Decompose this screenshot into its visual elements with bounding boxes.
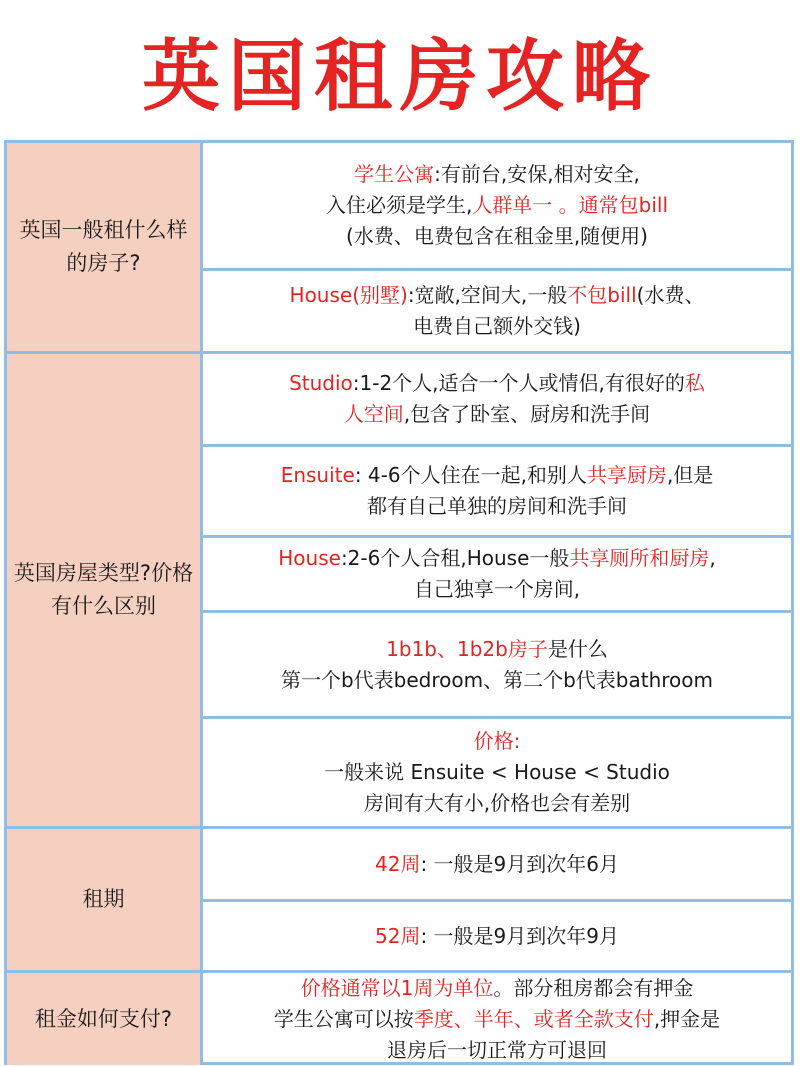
highlight: 人空间	[343, 402, 404, 426]
cell-42-weeks	[203, 829, 791, 899]
text: 学生公寓可以按	[273, 1006, 414, 1031]
cell-price	[203, 719, 791, 826]
text: (水费、	[636, 283, 705, 307]
text: 是什么	[547, 636, 608, 661]
label-text: 英国一般租什么样的房子?	[19, 218, 188, 275]
term-42-weeks: 42周	[375, 851, 421, 876]
highlight: 季度、半年、或者全款支付	[413, 1006, 654, 1031]
text: 。部分租房都会有押金	[493, 975, 694, 1000]
cell-studio	[203, 354, 791, 444]
page-title: 英国租房攻略	[141, 32, 658, 122]
cell-52-weeks	[203, 902, 791, 970]
text: :宽敞,空间大,一般	[407, 283, 568, 307]
term-price: 价格:	[473, 729, 521, 753]
row-label-types	[7, 143, 203, 351]
term-ensuite: Ensuite	[280, 463, 355, 487]
highlight: 共享厕所和厨房	[569, 546, 710, 570]
highlight: 共享厨房	[586, 463, 667, 487]
text: 第一个b代表bedroom、第二个b代表bathroom	[280, 667, 714, 692]
text: ,但是	[666, 463, 714, 487]
text: 房间有大有小,价格也会有差别	[363, 791, 631, 815]
cell-house-villa	[203, 271, 791, 351]
row-label-payment	[7, 973, 203, 1065]
text: ,押金是	[653, 1006, 721, 1031]
row-label-term	[7, 829, 203, 970]
text: : 一般是9月到次年6月	[420, 851, 619, 876]
text: 都有自己单独的房间和洗手间	[367, 494, 627, 518]
label-text: 租金如何支付?	[34, 1006, 173, 1031]
text: (水费、电费包含在租金里,随便用)	[346, 224, 648, 248]
highlight: 人群单一 。通常包bill	[472, 193, 669, 217]
term-52-weeks: 52周	[375, 923, 421, 948]
info-table	[4, 140, 794, 1065]
text: 电费自己额外交钱)	[413, 314, 581, 338]
label-text: 租期	[82, 887, 125, 911]
row-label-kinds	[7, 354, 203, 826]
term-student-apartment: 学生公寓	[354, 162, 435, 186]
highlight: 不包bill	[567, 283, 637, 307]
term-1b1b: 1b1b、1b2b房子	[386, 636, 548, 661]
cell-student-apartment	[203, 143, 791, 268]
highlight: 价格通常以1周为单位	[300, 975, 494, 1000]
text: 一般来说 Ensuite < House < Studio	[324, 760, 670, 784]
cell-payment	[203, 973, 791, 1065]
text: : 4-6个人住在一起,和别人	[354, 463, 587, 487]
text: :1-2个人,适合一个人或情侣,有很好的	[352, 371, 685, 395]
text: 退房后一切正常方可退回	[387, 1037, 607, 1062]
text: ,包含了卧室、厨房和洗手间	[403, 402, 651, 426]
text: :2-6个人合租,House一般	[340, 546, 570, 570]
text: ,	[709, 546, 716, 570]
cell-1b1b	[203, 613, 791, 716]
term-studio: Studio	[289, 371, 353, 395]
text: :有前台,安保,相对安全,	[434, 162, 640, 186]
term-house-villa: House(别墅)	[289, 283, 408, 307]
highlight: 私	[684, 371, 705, 395]
text: : 一般是9月到次年9月	[420, 923, 619, 948]
text: 入住必须是学生,	[325, 193, 473, 217]
label-text: 英国房屋类型?价格有什么区别	[13, 561, 194, 618]
term-house: House	[278, 546, 341, 570]
cell-ensuite	[203, 447, 791, 535]
cell-house-share	[203, 538, 791, 610]
text: 自己独享一个房间,	[413, 577, 581, 601]
